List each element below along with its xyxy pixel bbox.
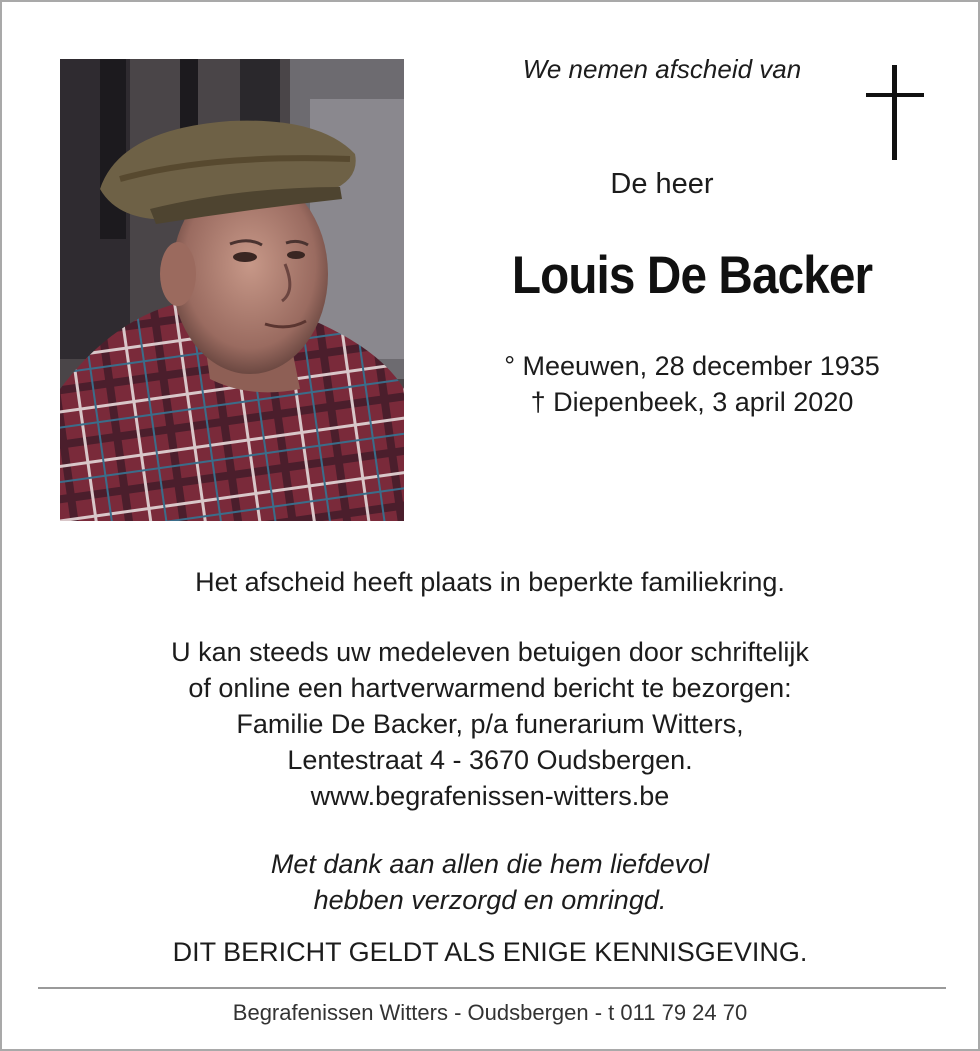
footer-text: Begrafenissen Witters - Oudsbergen - t 011 79 24 70 <box>232 1000 748 1025</box>
cross-icon <box>866 65 924 161</box>
intro-text: We nemen afscheid van <box>522 54 802 84</box>
thanks-line: Met dank aan allen die hem liefdevol <box>270 849 710 879</box>
portrait-photo <box>60 59 404 521</box>
thanks-line: hebben verzorgd en omringd. <box>313 885 667 915</box>
farewell-text: Het afscheid heeft plaats in beperkte familiekring. <box>195 567 785 597</box>
website-link[interactable]: www.begrafenissen-witters.be <box>310 781 670 811</box>
footer-divider <box>38 987 946 989</box>
birth-line: ° Meeuwen, 28 december 1935 <box>504 351 880 381</box>
notice-text: DIT BERICHT GELDT ALS ENIGE KENNISGEVING. <box>172 937 808 967</box>
deceased-name: Louis De Backer <box>511 246 873 305</box>
condolence-line: U kan steeds uw medeleven betuigen door schriftelijk <box>171 637 809 667</box>
life-dates <box>442 348 942 420</box>
condolence-block <box>42 634 938 814</box>
condolence-line: of online een hartverwarmend bericht te bezorgen: <box>188 673 792 703</box>
honorific: De heer <box>610 168 714 200</box>
condolence-line: Lentestraat 4 - 3670 Oudsbergen. <box>287 745 693 775</box>
thanks-block <box>42 846 938 918</box>
condolence-line: Familie De Backer, p/a funerarium Witters, <box>236 709 744 739</box>
death-line: † Diepenbeek, 3 april 2020 <box>530 387 854 417</box>
